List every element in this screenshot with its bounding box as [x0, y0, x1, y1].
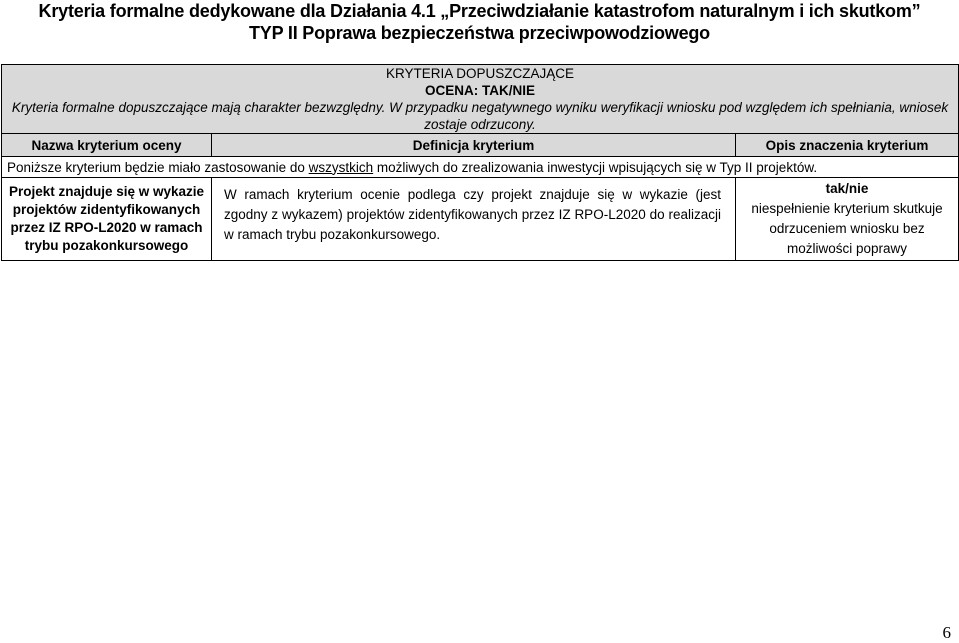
- criteria-header: [2, 65, 959, 134]
- column-header-name: Nazwa kryterium oceny: [2, 134, 212, 157]
- scope-note-before: Poniższe kryterium będzie miało zastosowanie do: [7, 159, 309, 175]
- scope-note-underlined: wszystkich: [308, 159, 374, 175]
- criterion-definition: W ramach kryterium ocenie podlega czy projekt znajduje się w wykazie (jest zgodny z wykazem) projektów zidentyfikowanych przez IZ RPO-L2020 do realizacji w ramach trybu pozakonkursowego.: [212, 178, 736, 261]
- criteria-table: [1, 64, 959, 261]
- criterion-rating: tak/nie: [825, 181, 869, 196]
- table-row: [2, 178, 959, 261]
- criteria-category: KRYTERIA DOPUSZCZAJĄCE: [385, 66, 575, 81]
- scope-note: [2, 157, 959, 178]
- criterion-description: [736, 178, 959, 261]
- document-title-line-1: Kryteria formalne dedykowane dla Działania 4.1 „Przeciwdziałanie katastrofom naturalnym i ich skutkom”: [38, 1, 921, 21]
- rating-type: OCENA: TAK/NIE: [425, 83, 536, 98]
- criterion-rating-description: niespełnienie kryterium skutkuje odrzuceniem wniosku bez możliwości poprawy: [751, 201, 943, 256]
- document-title-line-2: TYP II Poprawa bezpieczeństwa przeciwpowodziowego: [249, 23, 710, 43]
- column-header-definition: Definicja kryterium: [212, 134, 736, 157]
- page-number: 6: [942, 623, 951, 642]
- column-header-description: Opis znaczenia kryterium: [736, 134, 959, 157]
- scope-note-after: możliwych do zrealizowania inwestycji wpisujących się w Typ II projektów.: [373, 159, 818, 175]
- criteria-note: Kryteria formalne dopuszczające mają charakter bezwzględny. W przypadku negatywnego wyniku weryfikacji wniosku pod względem ich spełniania, wniosek zostaje odrzucony.: [11, 100, 949, 132]
- criterion-name: Projekt znajduje się w wykazie projektów zidentyfikowanych przez IZ RPO-L2020 w ramach trybu pozakonkursowego: [2, 178, 212, 261]
